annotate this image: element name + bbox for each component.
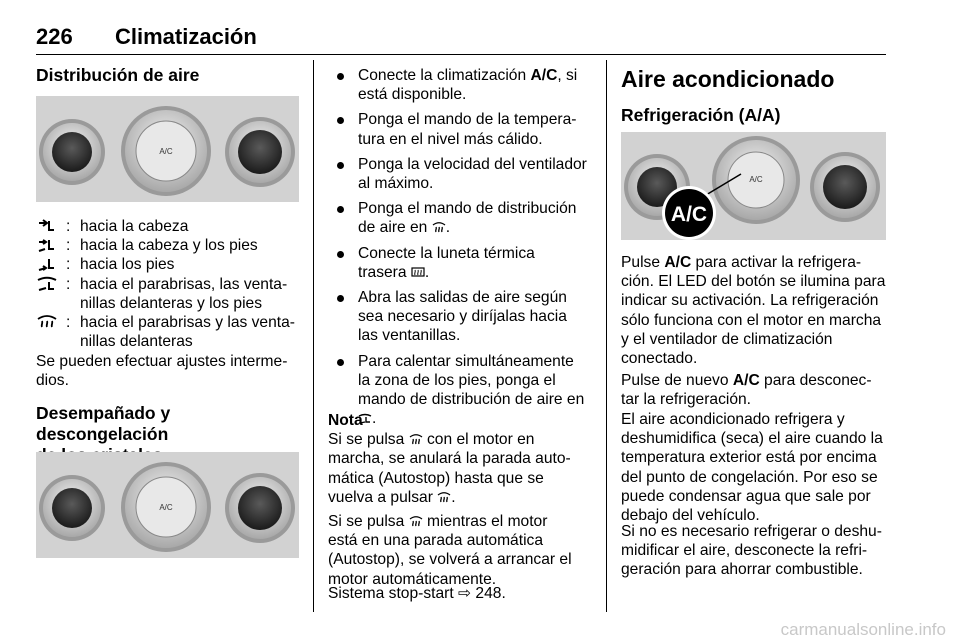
list-item: Para calentar simultáneamente la zona de los pies, ponga el mando de distribución de aire en . (328, 352, 592, 429)
list-item: Ponga la velocidad del ventilador al máximo. (328, 155, 592, 193)
cross-reference: Sistema stop-start ⇨ 248. (328, 585, 506, 602)
note-block: Nota Si se pulsa con el motor en marcha, se anulará la parada auto- mática (Autostop) hasta que se vuelva a pulsar . Si se pulsa mientras el motor está en una parada automática (Autostop), se volverá a arrancar el motor automáticamente. (328, 412, 572, 588)
arrow-icon: ⇨ (458, 585, 472, 602)
legend-row: : hacia los pies (36, 255, 299, 274)
defrost-icon (409, 515, 423, 528)
column-divider (313, 60, 314, 612)
legend-row: : hacia la cabeza (36, 217, 299, 236)
section-title-ac: Aire acondicionado (621, 66, 835, 92)
section-title-defog: Desempañado y descongelación (36, 403, 171, 444)
ac-button-photo (621, 132, 886, 240)
climate-controls-photo (36, 96, 299, 202)
defrost-icon (437, 491, 451, 504)
defog-steps-list (328, 66, 592, 434)
defrost-icon (432, 221, 446, 234)
svg-text:A/C: A/C (159, 503, 173, 512)
rear-window-heater-icon (411, 266, 425, 279)
list-item: Ponga el mando de distribución de aire en . (328, 199, 592, 237)
legend-row: : hacia el parabrisas y las venta- nillas delanteras (36, 313, 299, 351)
ac-paragraph-4: Si no es necesario refrigerar o deshu- midificar el aire, desconecte la refri- geración para ahorrar combustible. (621, 523, 882, 579)
list-item: Conecte la climatización A/C, si está disponible. (328, 66, 592, 104)
adjust-paragraph: Se pueden efectuar ajustes interme- dios. (36, 353, 288, 390)
list-item: Ponga el mando de la tempera- tura en el nivel más cálido. (328, 110, 592, 148)
legend-row: : hacia la cabeza y los pies (36, 236, 299, 255)
list-item: Abra las salidas de aire según sea necesario y diríjalas hacia las ventanillas. (328, 288, 592, 346)
svg-text:A/C: A/C (159, 147, 173, 156)
defrost-icon (36, 313, 58, 332)
subsection-title-cooling: Refrigeración (A/A) (621, 105, 781, 125)
page-number: 226 (36, 24, 73, 49)
ac-paragraph-3: El aire acondicionado refrigera y deshumidifica (seca) el aire cuando la temperatura exterior está por encima del punto de congelación. Por eso se puede condensar agua que sale por debajo del vehículo. (621, 411, 883, 525)
section-title-air-distribution: Distribución de aire (36, 65, 200, 85)
legend-row: : hacia el parabrisas, las venta- nillas delanteras y los pies (36, 275, 299, 313)
head-feet-airflow-icon (36, 236, 58, 255)
column-divider (606, 60, 607, 612)
ac-paragraph-2: Pulse de nuevo A/C para desconec- tar la refrigeración. (621, 372, 872, 409)
list-item: Conecte la luneta térmica trasera . (328, 244, 592, 282)
page-header (36, 22, 886, 55)
windscreen-feet-airflow-icon (36, 275, 58, 294)
defrost-icon (409, 433, 423, 446)
svg-text:A/C: A/C (749, 175, 763, 184)
watermark: carmanualsonline.info (780, 620, 946, 639)
ac-paragraph-1: Pulse A/C para activar la refrigera- ción. El LED del botón se ilumina para indicar su activación. La refrigeración sólo funciona con el motor en marcha y el ventilador de climatización conectado. (621, 254, 886, 368)
ac-callout-label: A/C (670, 203, 708, 226)
chapter-title: Climatización (115, 24, 257, 49)
head-airflow-icon (36, 217, 58, 236)
defog-controls-photo (36, 452, 299, 558)
air-distribution-legend (36, 217, 299, 351)
feet-airflow-icon (36, 255, 58, 274)
